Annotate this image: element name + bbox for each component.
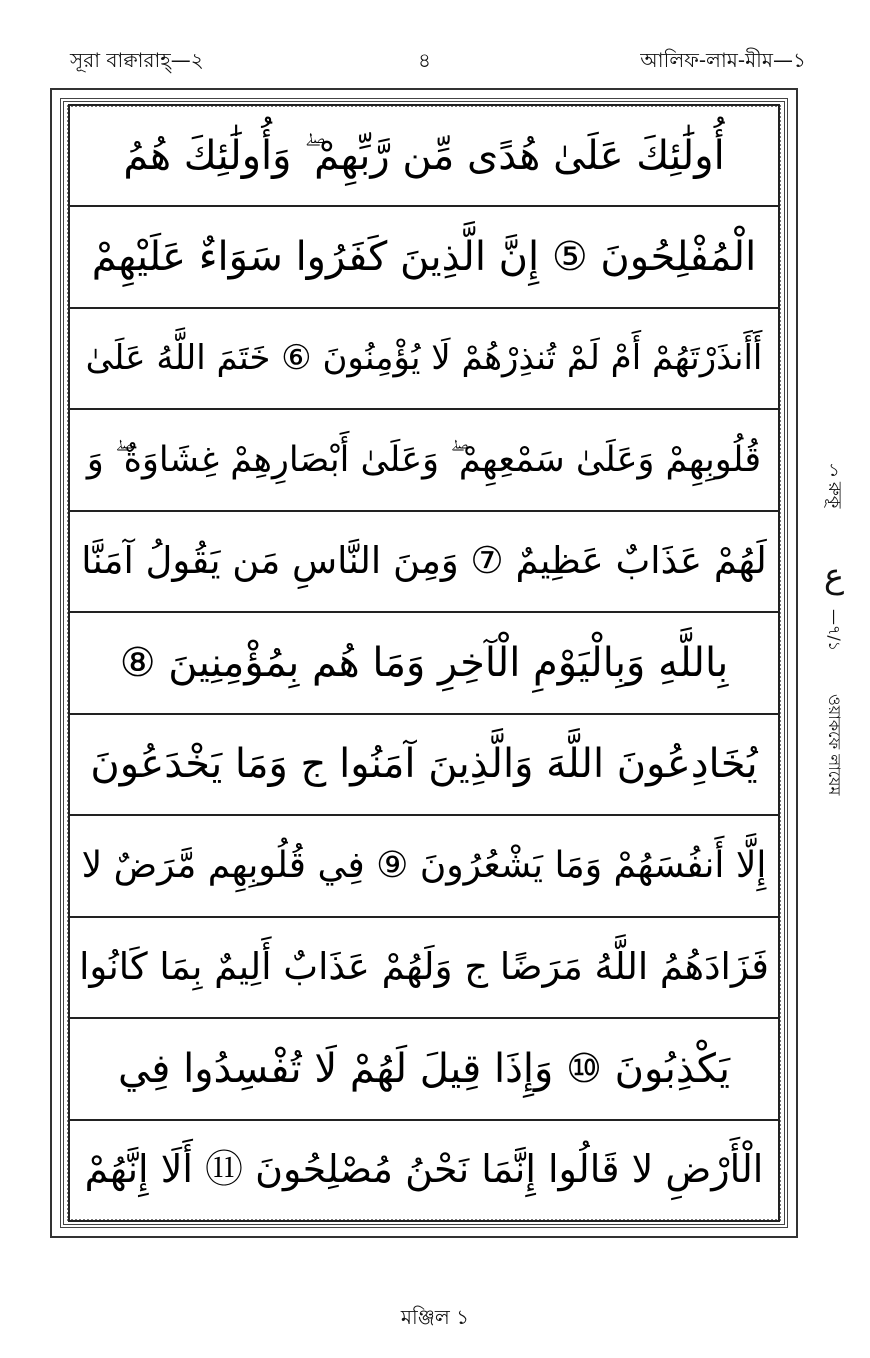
verse-line	[68, 510, 780, 611]
ruku-label: রুকূ	[824, 482, 845, 509]
page-header	[0, 40, 870, 80]
ornamental-frame	[50, 88, 798, 1238]
verse-text: أَأَنذَرْتَهُمْ أَمْ لَمْ تُنذِرْهُمْ لَا يُؤْمِنُونَ ⑥ خَتَمَ اللَّهُ عَلَىٰ	[85, 338, 763, 379]
verse-line	[68, 1119, 780, 1222]
verse-line	[68, 205, 780, 306]
verse-line	[68, 611, 780, 712]
ruku-number: ১	[828, 460, 840, 481]
manzil-footer: মঞ্জিল ১	[400, 1305, 470, 1329]
ruku-marker	[816, 460, 852, 508]
verse-text: الْمُفْلِحُونَ ⑤ إِنَّ الَّذِينَ كَفَرُوا سَوَاءٌ عَلَيْهِمْ	[91, 234, 757, 281]
verse-line	[68, 713, 780, 814]
verse-text: إِلَّا أَنفُسَهُمْ وَمَا يَشْعُرُونَ ⑨ فِي قُلُوبِهِم مَّرَضٌ لا	[81, 845, 767, 887]
surah-name: সূরা বাক্বারাহ্—২	[70, 48, 204, 72]
verse-text: الْأَرْضِ لا قَالُوا إِنَّمَا نَحْنُ مُصْلِحُونَ ⑪ أَلَا إِنَّهُمْ	[84, 1147, 764, 1192]
ruku-reference: —৭/১	[825, 608, 844, 652]
juz-name: আলিফ-লাম-মীম—১	[640, 48, 806, 72]
page-number: ৪	[418, 48, 431, 72]
verse-text: بِاللَّهِ وَبِالْيَوْمِ الْآخِرِ وَمَا هُم بِمُؤْمِنِينَ ⑧	[119, 639, 729, 686]
waqf-label: ওয়াকফে লাযেম	[825, 694, 844, 796]
verse-text: فَزَادَهُمُ اللَّهُ مَرَضًا ج وَلَهُمْ عَذَابٌ أَلِيمٌ بِمَا كَانُوا	[79, 945, 769, 989]
margin-notes	[808, 460, 858, 860]
verse-line	[68, 916, 780, 1017]
verse-line	[68, 814, 780, 915]
verse-line	[68, 408, 780, 509]
verse-line	[68, 104, 780, 205]
verse-text: لَهُمْ عَذَابٌ عَظِيمٌ ⑦ وَمِنَ النَّاسِ مَن يَقُولُ آمَنَّا	[81, 539, 767, 583]
verse-text: يُخَادِعُونَ اللَّهَ وَالَّذِينَ آمَنُوا ج وَمَا يَخْدَعُونَ	[90, 741, 758, 788]
verse-text: قُلُوبِهِمْ وَعَلَىٰ سَمْعِهِمْ ۖ وَعَلَىٰ أَبْصَارِهِمْ غِشَاوَةٌ ۖ وَ	[86, 440, 762, 481]
verse-text: يَكْذِبُونَ ⑩ وَإِذَا قِيلَ لَهُمْ لَا تُفْسِدُوا فِي	[117, 1045, 731, 1092]
verse-text: أُولَٰئِكَ عَلَىٰ هُدًى مِّن رَّبِّهِمْ ۖ وَأُولَٰئِكَ هُمُ	[123, 132, 725, 179]
verse-lines	[68, 104, 780, 1222]
verse-line	[68, 307, 780, 408]
ain-symbol: ع	[823, 556, 845, 596]
verse-line	[68, 1017, 780, 1118]
